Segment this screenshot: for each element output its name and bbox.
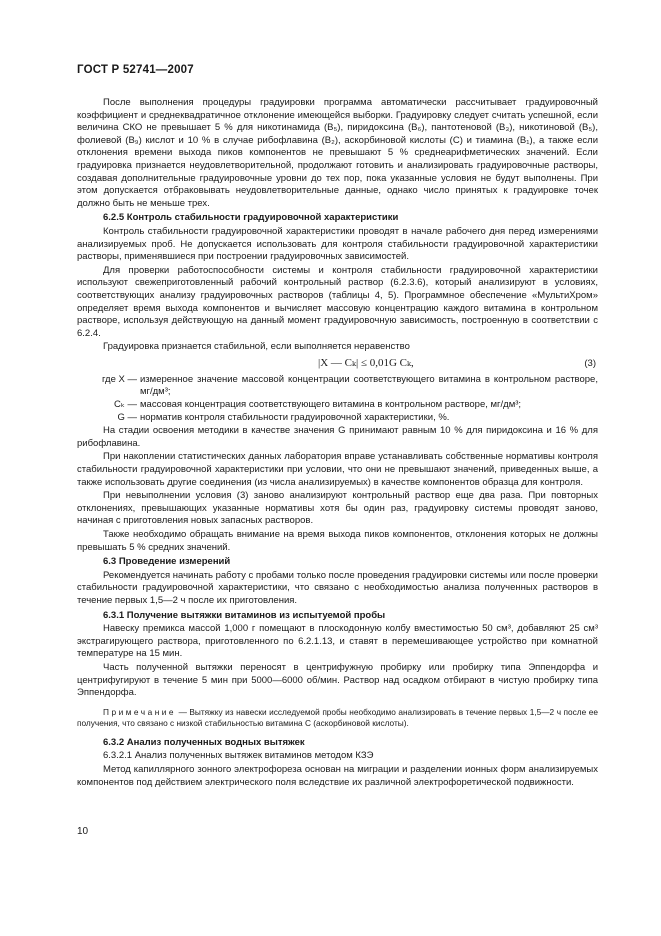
note-text: — Вытяжку из навески исследуемой пробы необходимо анализировать в течение первых 1,5—2 ч после ее получения, что связано с низкой стабильностью витамина С (аскорбиновой кислоты). — [77, 706, 598, 728]
paragraph-calibration-result: После выполнения процедуры градуировки программа автоматически рассчитывает градуировочный коэффициент и среднеквадратичное отклонение имеющейся выборки. Градуировку следует считать успешной, если величина СКО не превышает 5 % для никотинамида (B₅), пиридоксина (B₆), пантотеновой (B₃), никотиновой (B₅), фолиевой (B₉) кислот и 10 % в случае рибофлавина (B₂), аскорбиновой кислоты (С) и тиамина (B₁), а также если отклонения времени выхода пиков компонентов не превышают 5 % среднеарифметических значений. Если градуировка признается неудовлетворительной, продолжают готовить и анализировать градуировочные растворы, создавая дополнительные градуировочные уровни до тех пор, пока указанные условия не будут выполнены. При этом допускается отбраковывать неудовлетворительные данные, однако число принятых к градуировке точек должно быть не меньше трех. — [77, 97, 598, 209]
paragraph-peak-time: Также необходимо обращать внимание на время выхода пиков компонентов, отклонения которых не должны превышать 5 % средних значений. — [77, 529, 598, 553]
paragraph-repeat-analysis: При невыполнении условия (3) заново анализируют контрольный раствор еще два раза. При повторных отклонениях, превышающих указанные нормативы хотя бы один раз, градуировку системы проводят заново, начиная с приготовления новых запасных растворов. — [77, 490, 598, 527]
paragraph-inequality-intro: Градуировка признается стабильной, если выполняется неравенство — [103, 341, 410, 353]
definition-row — [77, 399, 598, 412]
paragraph-control-solution: Для проверки работоспособности системы и контроля стабильности градуировочной характеристики используют свежеприготовленный рабочий контрольный раствор (6.2.3.6), который анализируют в условиях, соответствующих анализу градуировочных растворов (таблицы 4, 5). Программное обеспечение «МультиХром» определяет время выхода компонентов и вычисляет массовую концентрацию каждого витамина в контрольном растворе, используя действующую на данный момент градуировочную зависимость, построенную в соответствии с 6.2.4. — [77, 264, 598, 339]
paragraph-kze-method: Метод капиллярного зонного электрофореза основан на миграции и разделении ионных форм анализируемых компонентов под действием электрического поля вследствие их различной электрофоретической подвижности. — [77, 763, 598, 788]
definition-row — [77, 374, 598, 399]
formula-number: (3) — [584, 357, 596, 369]
formula-definitions — [77, 374, 598, 424]
section-heading-6-2-5: 6.2.5 Контроль стабильности градуировочной характеристики — [103, 212, 399, 224]
section-heading-6-3-1: 6.3.1 Получение вытяжки витаминов из испытуемой пробы — [103, 609, 386, 621]
page-content — [77, 97, 598, 790]
paragraph-g-value: На стадии освоения методики в качестве значения G принимают равным 10 % для пиридоксина и 16 % для рибофлавина. — [77, 425, 598, 449]
definition-term: Cₖ — — [113, 399, 137, 411]
definition-text: массовая концентрация соответствующего витамина в контрольном растворе, мг/дм³; — [140, 399, 522, 411]
page-number: 10 — [77, 826, 89, 837]
paragraph-start-work: Рекомендуется начинать работу с пробами только после проведения градуировки системы или после проверки стабильности градуировочной характеристики, что связано с необходимостью анализа полученных растворов в течение первых 1,5—2 ч после их приготовления. — [77, 569, 598, 606]
definition-term: G — — [117, 411, 137, 423]
document-header: ГОСТ Р 52741—2007 — [77, 64, 194, 76]
section-heading-6-3-2-1: 6.3.2.1 Анализ полученных вытяжек витаминов методом КЗЭ — [103, 750, 374, 762]
definition-text: измеренное значение массовой концентрации соответствующего витамина в контрольном растворе, мг/дм³; — [140, 373, 598, 398]
definition-term: где X — — [102, 373, 137, 385]
section-heading-6-3-2: 6.3.2 Анализ полученных водных вытяжек — [103, 736, 305, 748]
paragraph-stability-control: Контроль стабильности градуировочной характеристики проводят в начале рабочего дня перед измерениями анализируемых проб. Не допускается использовать для контроля стабильности градуировочной характеристики растворы, применявшиеся при построении градуировочных зависимостей. — [77, 225, 598, 263]
formula-expression: |X — Cₖ| ≤ 0,01G Cₖ, — [318, 356, 414, 369]
paragraph-statistics: При накоплении статистических данных лаборатория вправе устанавливать собственные нормативы контроля стабильности градуировочной характеристики при условии, что они не превышают значений, приведенных выше, а также использовать другие соединения (из числа анализируемых) в качестве компонентов образца для контроля. — [77, 451, 598, 488]
paragraph-sample-weight: Навеску премикса массой 1,000 г помещают в плоскодонную колбу вместимостью 50 см³, добавляют 25 см³ экстрагирующего раствора, приготовленного по 6.2.1.13, и ставят в перемешивающее устройство при комнатной температуре на 15 мин. — [77, 623, 598, 660]
section-heading-6-3: 6.3 Проведение измерений — [103, 556, 231, 568]
formula-3 — [77, 356, 598, 372]
note-block — [77, 707, 598, 729]
definition-text: норматив контроля стабильности градуировочной характеристики, %. — [140, 411, 450, 423]
note-label: Примечание — [103, 706, 177, 717]
paragraph-centrifuge: Часть полученной вытяжки переносят в центрифужную пробирку или пробирку типа Эппендорфа и центрифугируют в течение 5 мин при 5000—6000 об/мин. Раствор над осадком отбирают в чистую пробирку типа Эппендорфа. — [77, 661, 598, 699]
definition-row — [77, 412, 598, 425]
